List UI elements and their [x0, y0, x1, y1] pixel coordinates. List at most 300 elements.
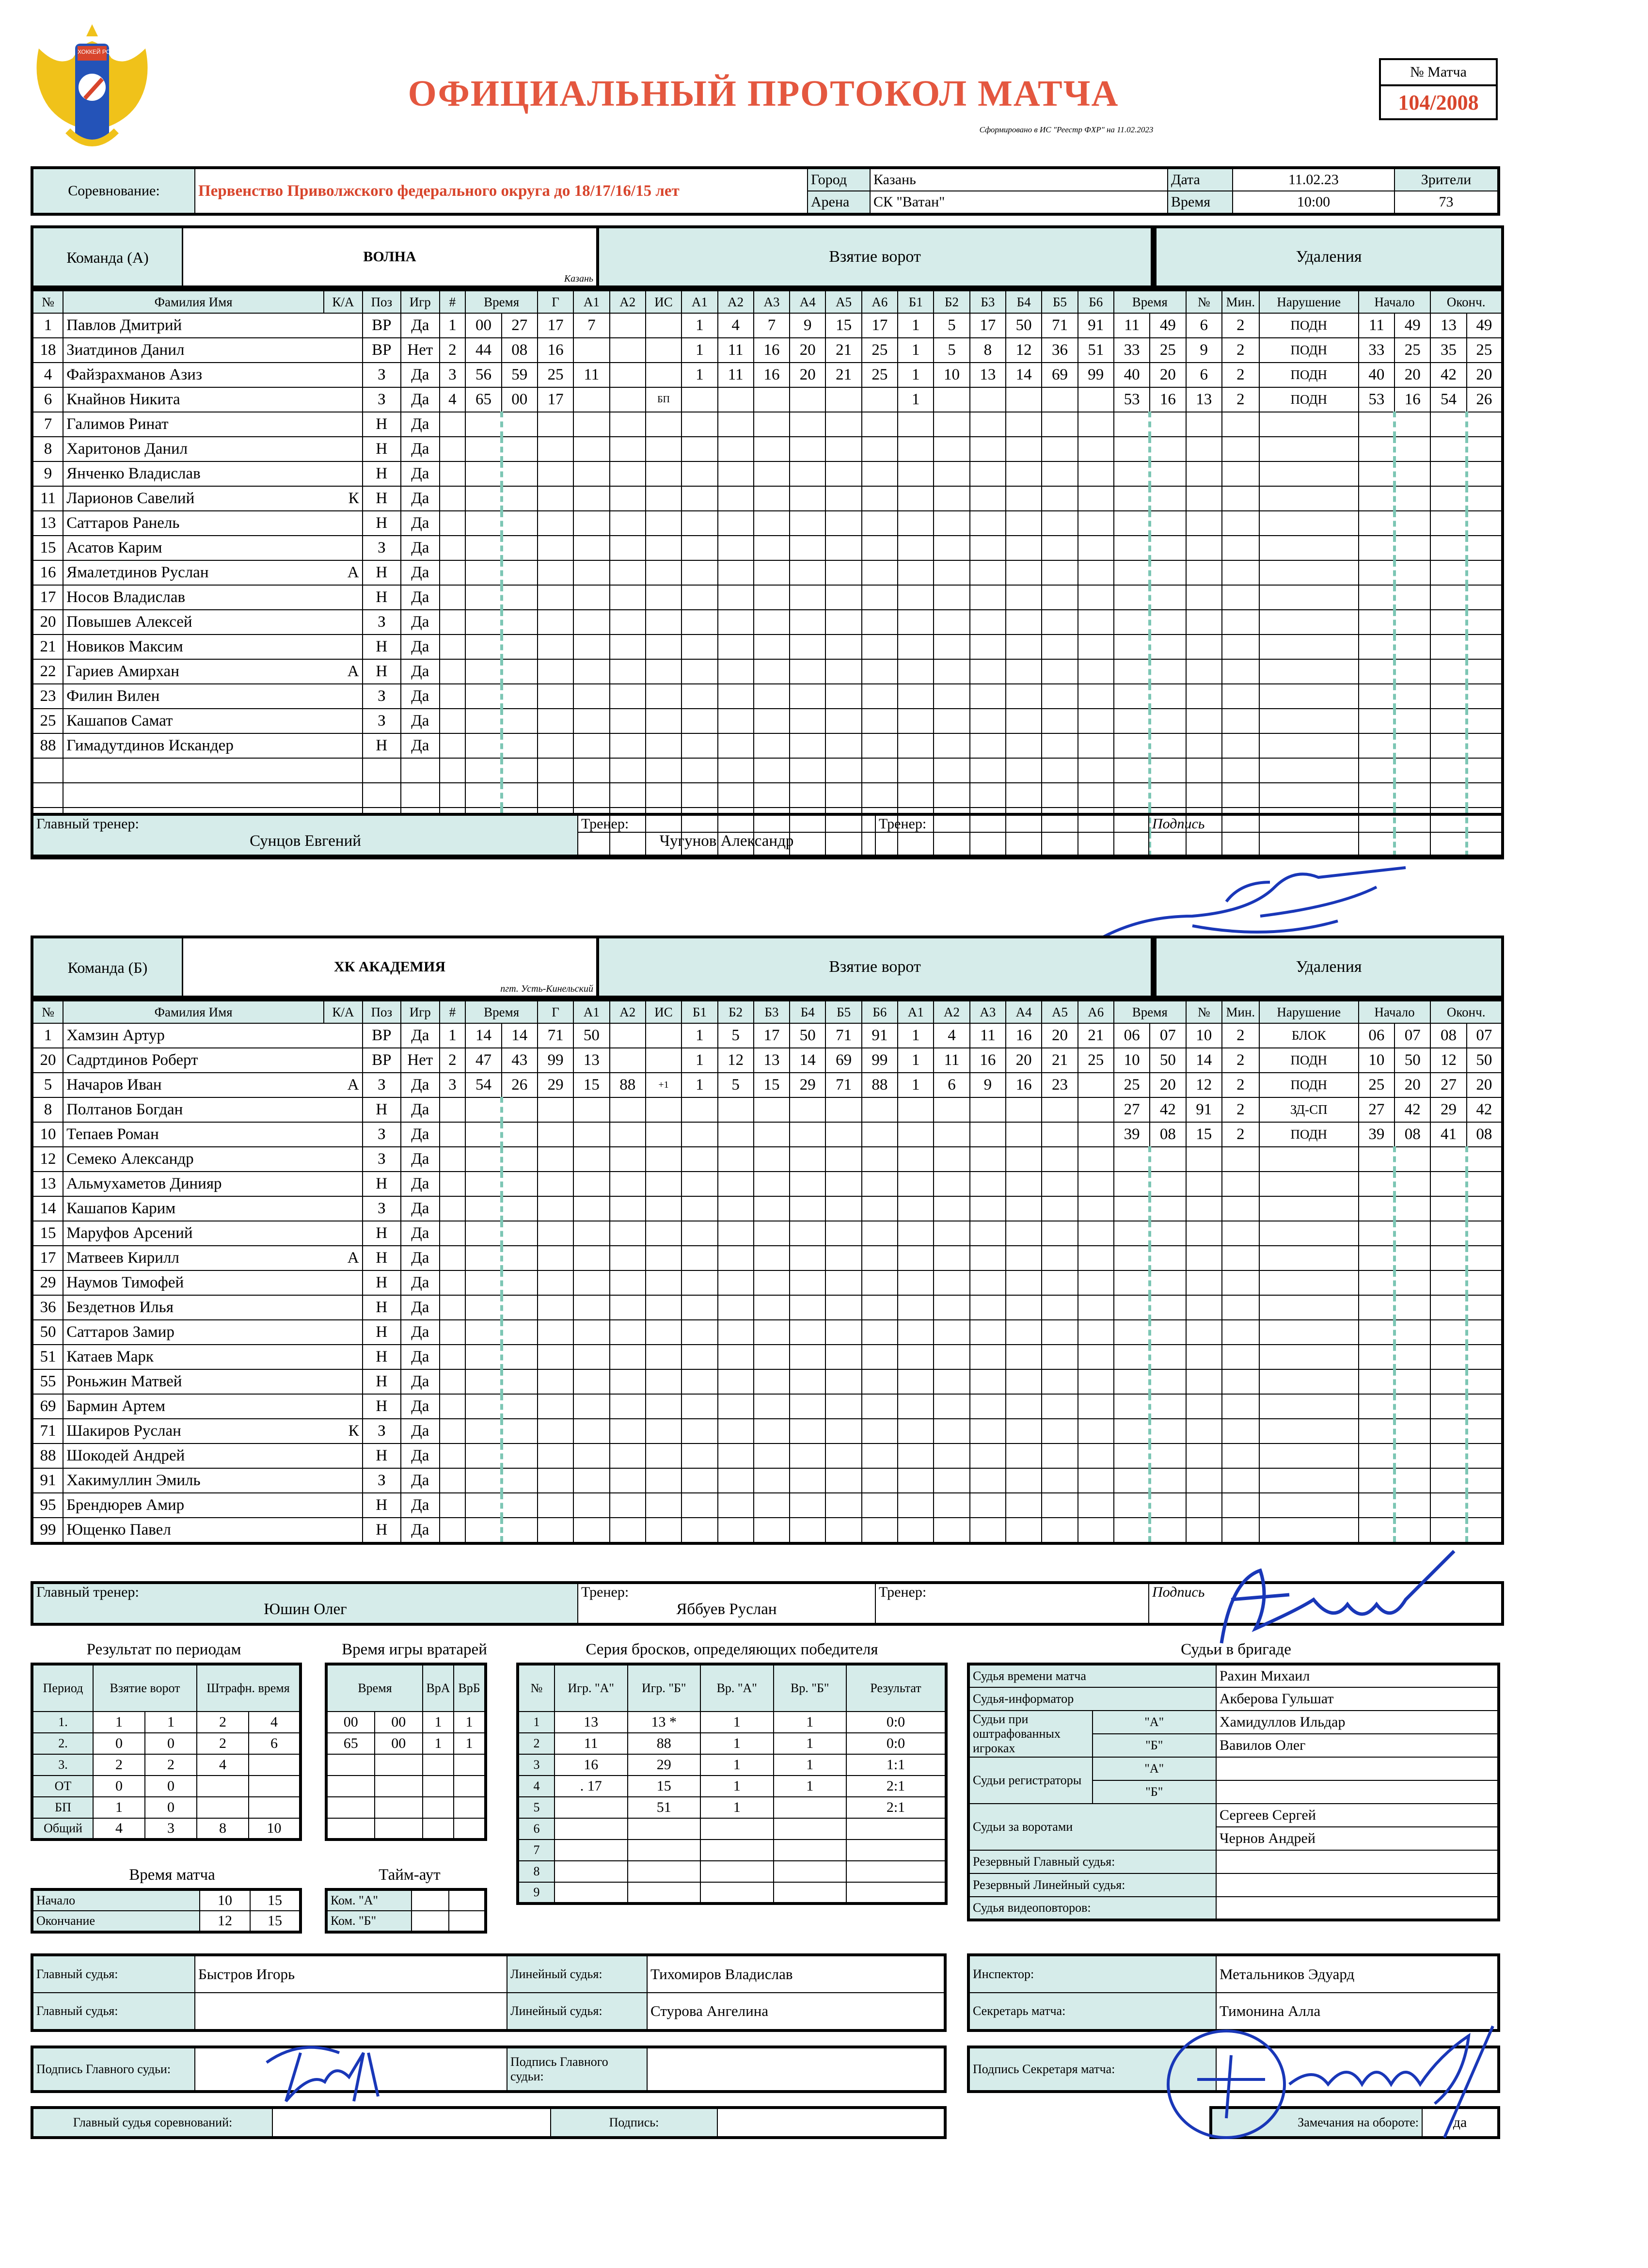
goal-cell	[862, 536, 898, 560]
goal-cell	[573, 1320, 609, 1345]
penalty-cell: 06	[1359, 1023, 1394, 1048]
penalty-cell	[1430, 1518, 1466, 1543]
penalty-cell	[1430, 610, 1466, 634]
goal-cell	[898, 733, 934, 758]
goal-cell	[754, 1443, 790, 1468]
player-position: Н	[363, 1221, 401, 1246]
goalie-cell	[375, 1818, 423, 1840]
table-row	[518, 1882, 946, 1903]
penalty-cell	[1150, 1172, 1186, 1196]
goal-cell	[538, 1147, 573, 1172]
penalty-cell	[1186, 1246, 1222, 1270]
goal-cell	[465, 1345, 501, 1369]
goal-cell	[465, 1518, 501, 1543]
team-a-coach-label: Тренер:	[581, 816, 629, 832]
player-role	[324, 1345, 362, 1369]
goal-cell	[754, 709, 790, 733]
penalty-cell: 10	[1114, 1048, 1150, 1073]
goal-cell	[646, 1493, 681, 1518]
goal-cell: 1	[681, 313, 717, 338]
player-position: Н	[363, 486, 401, 511]
goal-cell	[440, 412, 466, 437]
player-name: Бармин Артем	[63, 1394, 324, 1419]
team-a-section	[31, 225, 1504, 856]
spectators-value: 73	[1394, 191, 1499, 214]
shootout-cell	[700, 1861, 774, 1882]
goal-cell	[1006, 709, 1042, 733]
table-row	[32, 313, 1503, 338]
goal-cell	[934, 1419, 969, 1443]
goal-cell	[1006, 758, 1042, 783]
goal-cell	[502, 536, 538, 560]
goal-cell	[1078, 1345, 1114, 1369]
goal-cell	[646, 758, 681, 783]
goal-cell	[825, 1394, 861, 1419]
goal-cell: 50	[1006, 313, 1042, 338]
shootout-h-vb: Вр. "Б"	[774, 1664, 847, 1712]
player-role	[324, 783, 362, 808]
penalty-cell: 53	[1359, 387, 1394, 412]
player-position: З	[363, 1073, 401, 1097]
player-role	[324, 1048, 362, 1073]
penalty-cell: ПОДН	[1259, 363, 1359, 387]
penalty-cell: 16	[1150, 387, 1186, 412]
penalty-cell	[1394, 634, 1430, 659]
goal-cell	[718, 1345, 754, 1369]
goal-cell	[538, 1320, 573, 1345]
player-position: З	[363, 536, 401, 560]
penalty-judge-a: Хамидуллов Ильдар	[1216, 1711, 1499, 1734]
player-role	[324, 1097, 362, 1122]
table-row	[326, 1754, 486, 1776]
penalty-cell	[1430, 1147, 1466, 1172]
goal-cell: 16	[754, 363, 790, 387]
goal-cell	[1042, 461, 1078, 486]
goal-cell: 65	[465, 387, 501, 412]
video-judge-label: Судья видеоповторов:	[968, 1897, 1216, 1920]
player-name: Роньжин Матвей	[63, 1369, 324, 1394]
goal-cell	[790, 560, 825, 585]
penalty-cell	[1394, 709, 1430, 733]
penalty-cell: 16	[1394, 387, 1430, 412]
goal-cell	[825, 437, 861, 461]
goal-cell	[610, 684, 646, 709]
col-header: А1	[898, 1000, 934, 1023]
penalty-cell	[1150, 758, 1186, 783]
player-position: З	[363, 1196, 401, 1221]
player-plays: Да	[401, 1493, 439, 1518]
goal-cell: 1	[681, 338, 717, 363]
goal-cell	[790, 511, 825, 536]
match-start-m: 15	[250, 1889, 301, 1911]
goalies-title: Время игры вратарей	[342, 1641, 487, 1658]
period-cell: 0	[93, 1776, 145, 1797]
goal-cell	[1078, 1122, 1114, 1147]
col-header: №	[1186, 290, 1222, 313]
goal-cell	[970, 610, 1006, 634]
goal-cell	[538, 709, 573, 733]
period-cell	[197, 1776, 249, 1797]
goalie-cell	[326, 1776, 375, 1797]
goal-cell	[610, 1320, 646, 1345]
goal-cell	[646, 437, 681, 461]
penalty-cell	[1467, 461, 1503, 486]
goal-cell	[825, 610, 861, 634]
player-number: 1	[32, 1023, 63, 1048]
penalty-cell: 08	[1394, 1122, 1430, 1147]
table-row	[32, 338, 1503, 363]
period-cell: 2.	[32, 1733, 93, 1754]
goal-cell: 1	[681, 1048, 717, 1073]
penalty-cell	[1430, 1345, 1466, 1369]
player-number: 1	[32, 313, 63, 338]
goal-cell	[898, 783, 934, 808]
goal-cell	[502, 1097, 538, 1122]
player-number: 13	[32, 511, 63, 536]
goalie-cell	[423, 1797, 454, 1818]
penalty-cell	[1114, 1369, 1150, 1394]
penalty-cell	[1150, 585, 1186, 610]
goal-cell	[754, 1295, 790, 1320]
player-name: Семеко Александр	[63, 1147, 324, 1172]
penalty-cell: 08	[1467, 1122, 1503, 1147]
penalty-cell: БЛОК	[1259, 1023, 1359, 1048]
goal-cell	[898, 659, 934, 684]
goalie-cell: 1	[454, 1712, 486, 1733]
penalty-cell	[1150, 659, 1186, 684]
goal-cell	[646, 1196, 681, 1221]
penalty-cell	[1259, 1320, 1359, 1345]
player-position: Н	[363, 412, 401, 437]
goal-cell	[610, 1443, 646, 1468]
table-row	[32, 758, 1503, 783]
goal-cell: 43	[502, 1048, 538, 1073]
player-number: 13	[32, 1172, 63, 1196]
goal-cell	[898, 412, 934, 437]
goal-cell	[610, 338, 646, 363]
goal-cell	[440, 1221, 466, 1246]
player-plays: Да	[401, 437, 439, 461]
goal-cell	[440, 486, 466, 511]
penalty-cell: ПОДН	[1259, 387, 1359, 412]
goal-cell	[862, 1097, 898, 1122]
goal-cell: 13	[754, 1048, 790, 1073]
player-position: З	[363, 1419, 401, 1443]
col-header: Поз	[363, 1000, 401, 1023]
team-a-coaches	[31, 813, 1504, 857]
chief-ref-table	[31, 2106, 947, 2139]
res-ref-label: Резервный Главный судья:	[968, 1850, 1216, 1873]
goal-cell	[1078, 1518, 1114, 1543]
penalty-cell	[1394, 486, 1430, 511]
goal-cell	[1078, 1468, 1114, 1493]
penalty-cell	[1394, 536, 1430, 560]
goal-cell	[825, 659, 861, 684]
goal-cell	[1006, 1097, 1042, 1122]
line-ref-1: Тихомиров Владислав	[647, 1955, 945, 1993]
goal-cell: 11	[718, 338, 754, 363]
shootout-cell: 13	[555, 1712, 628, 1733]
goal-cell: 1	[898, 1023, 934, 1048]
player-name: Файзрахманов Азиз	[63, 363, 324, 387]
player-number: 12	[32, 1147, 63, 1172]
team-b-city: пгт. Усть-Кинельский	[500, 983, 593, 994]
penalty-cell	[1114, 783, 1150, 808]
goal-cell	[825, 536, 861, 560]
goal-cell	[681, 783, 717, 808]
penalty-cell: 12	[1430, 1048, 1466, 1073]
goal-cell	[440, 1518, 466, 1543]
player-name: Тепаев Роман	[63, 1122, 324, 1147]
goal-cell	[1006, 610, 1042, 634]
goal-cell	[718, 1221, 754, 1246]
col-header: А1	[681, 290, 717, 313]
goal-cell	[610, 1518, 646, 1543]
goal-cell	[646, 1419, 681, 1443]
player-position: Н	[363, 1172, 401, 1196]
goal-cell	[862, 461, 898, 486]
penalty-cell	[1186, 709, 1222, 733]
player-role	[324, 461, 362, 486]
goal-cell	[934, 560, 969, 585]
goal-cell	[502, 560, 538, 585]
goal-cell	[825, 585, 861, 610]
goal-cell	[970, 1196, 1006, 1221]
penalty-cell: 25	[1114, 1073, 1150, 1097]
goal-cell	[610, 585, 646, 610]
logo	[29, 15, 155, 160]
team-a-label-box	[31, 225, 182, 288]
goal-cell	[646, 684, 681, 709]
penalty-cell	[1467, 783, 1503, 808]
col-header: К/А	[324, 290, 362, 313]
match-number-box	[1379, 58, 1498, 120]
goal-cell	[862, 610, 898, 634]
goal-cell	[754, 1369, 790, 1394]
player-name: Повышев Алексей	[63, 610, 324, 634]
penalty-cell	[1430, 1172, 1466, 1196]
goal-cell: 23	[1042, 1073, 1078, 1097]
goal-cell	[440, 1493, 466, 1518]
goal-cell	[610, 1122, 646, 1147]
table-row	[32, 1023, 1503, 1048]
goal-cell	[862, 1419, 898, 1443]
penalty-cell	[1222, 610, 1259, 634]
goal-cell	[573, 1443, 609, 1468]
penalty-cell	[1259, 634, 1359, 659]
goal-cell	[465, 1196, 501, 1221]
goal-cell	[718, 560, 754, 585]
goal-cell	[1078, 783, 1114, 808]
goal-cell	[862, 1246, 898, 1270]
goal-cell	[465, 634, 501, 659]
penalty-cell: 39	[1359, 1122, 1394, 1147]
goal-cell	[465, 560, 501, 585]
penalty-cell	[1394, 758, 1430, 783]
goal-cell: 1	[440, 1023, 466, 1048]
goal-cell	[754, 758, 790, 783]
goal-cell	[898, 1468, 934, 1493]
player-role	[324, 338, 362, 363]
goal-cell	[646, 1147, 681, 1172]
penalty-cell	[1150, 1295, 1186, 1320]
penalty-cell: ПОДН	[1259, 1073, 1359, 1097]
penalty-cell	[1467, 585, 1503, 610]
penalty-cell	[1259, 1270, 1359, 1295]
penalty-cell	[1186, 437, 1222, 461]
goal-cell	[573, 560, 609, 585]
competition-value: Первенство Приволжского федерального округа до 18/17/16/15 лет	[195, 168, 808, 214]
penalty-b-tag: "Б"	[1093, 1734, 1217, 1757]
goal-cell	[1042, 1172, 1078, 1196]
penalty-cell	[1430, 1394, 1466, 1419]
penalty-cell: 42	[1394, 1097, 1430, 1122]
shootout-cell: 1	[700, 1712, 774, 1733]
penalty-cell	[1430, 461, 1466, 486]
goal-cell	[538, 783, 573, 808]
head-ref-label-1: Главный судья:	[32, 1955, 195, 1993]
penalty-cell	[1430, 1221, 1466, 1246]
penalty-cell	[1394, 412, 1430, 437]
penalty-cell: 2	[1222, 1073, 1259, 1097]
player-position	[363, 783, 401, 808]
goal-cell	[646, 1320, 681, 1345]
penalty-cell: 49	[1150, 313, 1186, 338]
goal-cell	[970, 511, 1006, 536]
penalty-cell	[1114, 610, 1150, 634]
penalty-cell: 12	[1186, 1073, 1222, 1097]
shootout-cell: 1	[700, 1754, 774, 1776]
goal-cell	[610, 1246, 646, 1270]
referees-table	[31, 1953, 947, 2032]
shootout-cell: 51	[628, 1797, 701, 1818]
penalty-cell	[1359, 1320, 1394, 1345]
goal-cell	[1042, 1468, 1078, 1493]
player-plays: Да	[401, 1097, 439, 1122]
col-header: А2	[610, 1000, 646, 1023]
goal-cell	[502, 610, 538, 634]
penalty-cell	[1114, 1270, 1150, 1295]
team-a-name: ВОЛНА	[363, 249, 416, 265]
goal-cell	[862, 1369, 898, 1394]
informer: Акберова Гульшат	[1216, 1687, 1499, 1711]
goal-cell: 25	[1078, 1048, 1114, 1073]
goal-cell	[790, 486, 825, 511]
goal-cell	[718, 1468, 754, 1493]
goal-cell	[1006, 684, 1042, 709]
penalty-cell	[1186, 634, 1222, 659]
penalty-cell: 13	[1186, 387, 1222, 412]
goal-cell	[898, 1369, 934, 1394]
penalty-cell: 41	[1430, 1122, 1466, 1147]
goal-cell	[646, 783, 681, 808]
goal-cell	[718, 437, 754, 461]
table-row	[518, 1797, 946, 1818]
goal-cell	[970, 1097, 1006, 1122]
player-name: Садртдинов Роберт	[63, 1048, 324, 1073]
goal-cell	[718, 1196, 754, 1221]
goal-cell	[1006, 1172, 1042, 1196]
penalty-cell	[1222, 461, 1259, 486]
shootout-cell: 4	[518, 1776, 555, 1797]
penalty-cell	[1430, 709, 1466, 733]
table-row	[32, 1443, 1503, 1468]
goal-cell	[934, 684, 969, 709]
penalty-cell	[1430, 1246, 1466, 1270]
penalty-cell	[1467, 1518, 1503, 1543]
goal-cell	[862, 560, 898, 585]
goal-cell	[825, 783, 861, 808]
goal-cell	[970, 437, 1006, 461]
player-name: Кнайнов Никита	[63, 387, 324, 412]
goal-cell	[573, 634, 609, 659]
penalty-cell	[1150, 461, 1186, 486]
penalty-cell	[1114, 511, 1150, 536]
team-b-name: ХК АКАДЕМИЯ	[334, 959, 445, 975]
goal-cell	[718, 1493, 754, 1518]
goalies-h-b: ВрБ	[454, 1664, 486, 1712]
penalty-cell	[1467, 1172, 1503, 1196]
goal-cell: 11	[934, 1048, 969, 1073]
penalty-cell	[1114, 1320, 1150, 1345]
goal-cell	[465, 1419, 501, 1443]
goal-cell	[790, 610, 825, 634]
player-name: Саттаров Замир	[63, 1320, 324, 1345]
penalty-cell	[1186, 1147, 1222, 1172]
goal-cell	[1078, 1295, 1114, 1320]
penalty-cell	[1186, 1419, 1222, 1443]
penalty-cell	[1359, 1443, 1394, 1468]
penalty-cell	[1394, 610, 1430, 634]
table-row	[326, 1776, 486, 1797]
player-position: Н	[363, 1518, 401, 1543]
goal-cell	[440, 684, 466, 709]
goal-cell	[970, 387, 1006, 412]
penalty-cell	[1259, 783, 1359, 808]
penalty-cell	[1114, 659, 1150, 684]
shootout-cell: 16	[555, 1754, 628, 1776]
goal-cell	[790, 1468, 825, 1493]
penalty-cell	[1394, 1468, 1430, 1493]
penalty-cell	[1114, 1295, 1150, 1320]
team-a-city: Казань	[564, 273, 593, 284]
shootout-title: Серия бросков, определяющих победителя	[586, 1641, 878, 1658]
col-header: А2	[610, 290, 646, 313]
player-name: Шакиров Руслан	[63, 1419, 324, 1443]
goal-cell	[465, 412, 501, 437]
table-row	[32, 709, 1503, 733]
goal-cell	[1042, 1246, 1078, 1270]
goalie-cell: 1	[454, 1733, 486, 1754]
goal-cell	[898, 1122, 934, 1147]
goal-cell	[934, 733, 969, 758]
goal-cell	[646, 733, 681, 758]
player-name: Наумов Тимофей	[63, 1270, 324, 1295]
goal-cell	[898, 634, 934, 659]
goal-cell	[681, 486, 717, 511]
spectators-label: Зрители	[1394, 168, 1499, 191]
goal-cell	[862, 659, 898, 684]
inspector-label: Инспектор:	[968, 1955, 1216, 1993]
table-row	[32, 461, 1503, 486]
table-row	[32, 1369, 1503, 1394]
goal-cell	[825, 1147, 861, 1172]
goal-cell	[934, 1147, 969, 1172]
penalty-cell	[1150, 1345, 1186, 1369]
goal-cell	[646, 313, 681, 338]
goal-cell	[862, 1320, 898, 1345]
match-end-m: 15	[250, 1911, 301, 1932]
